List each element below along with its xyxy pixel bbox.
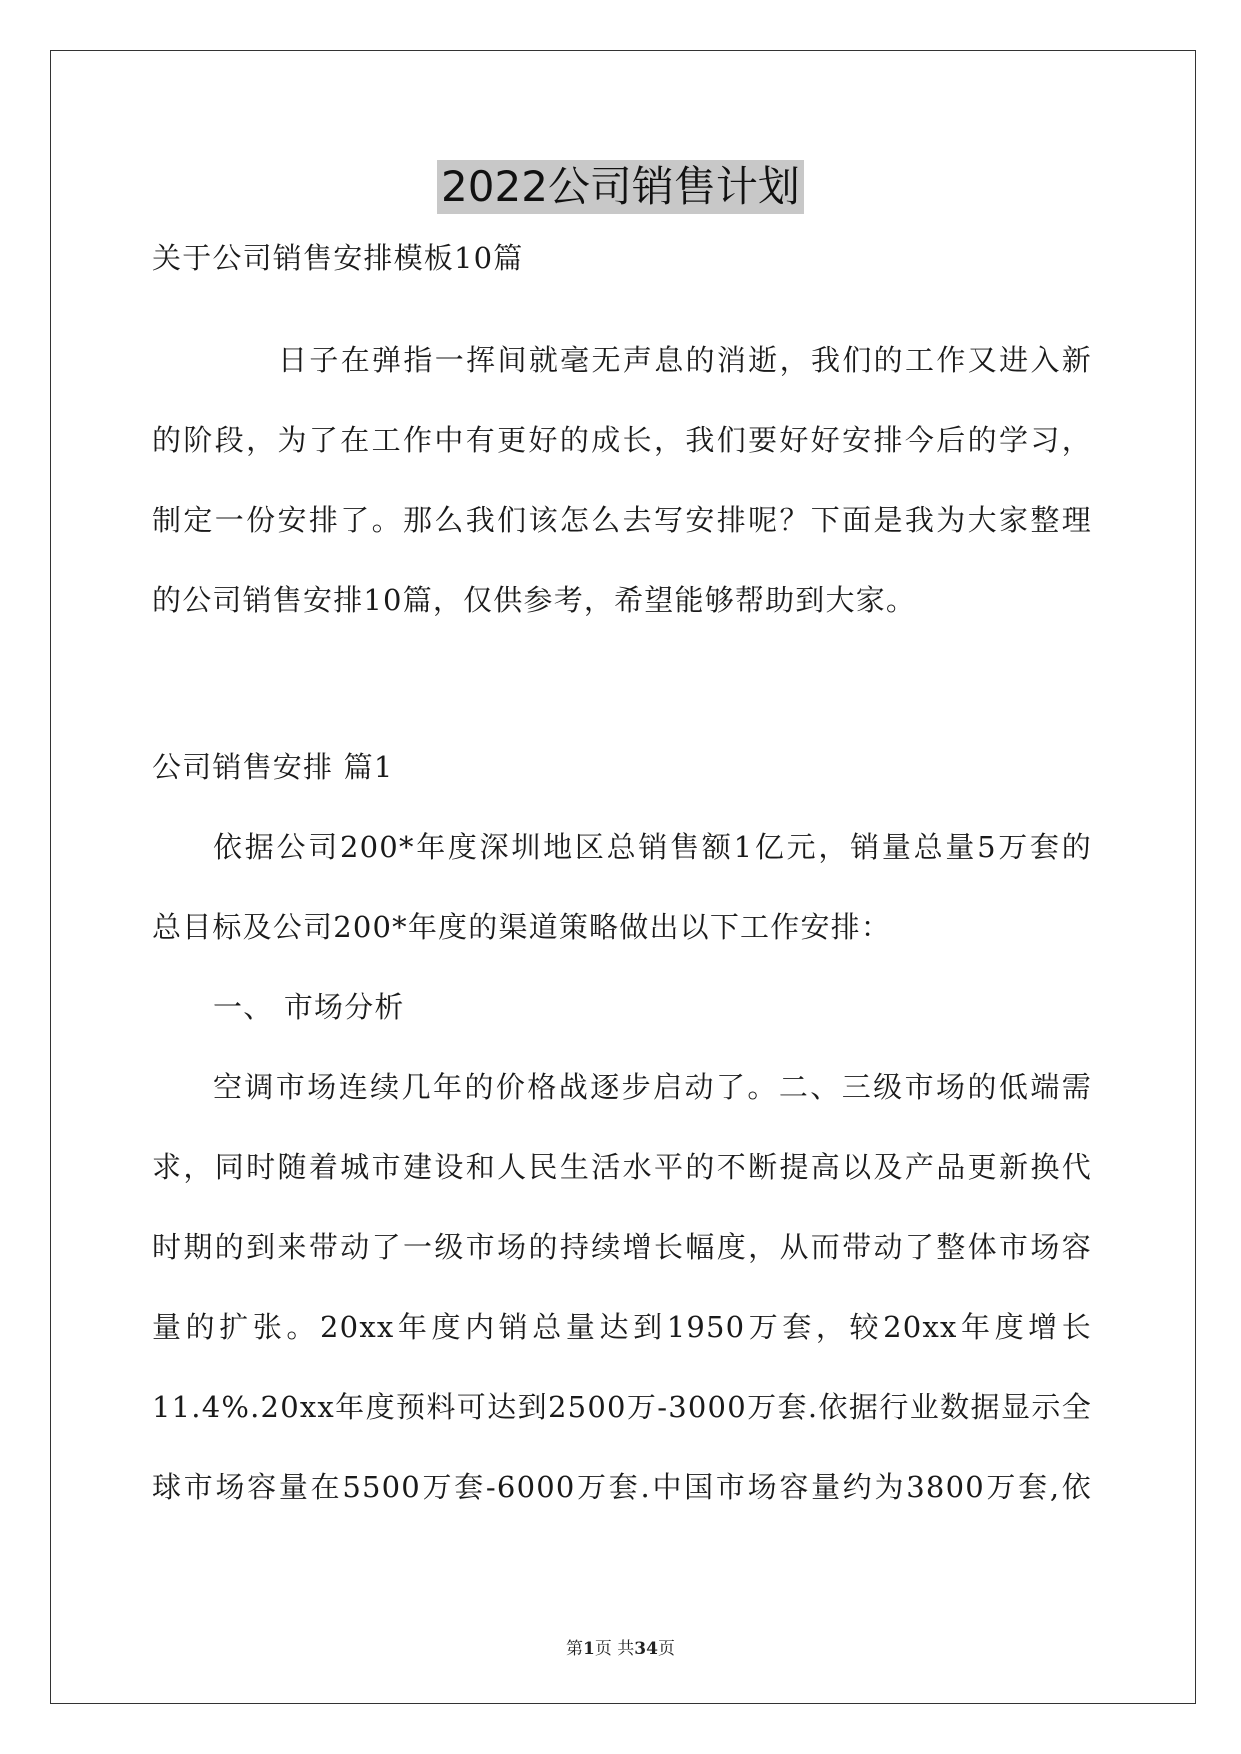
- para2-line-4: 量的扩张。20xx年度内销总量达到1950万套，较20xx年度增长: [152, 1310, 1092, 1344]
- page-footer: [0, 1634, 1241, 1659]
- para2-line-1: 空调市场连续几年的价格战逐步启动了。二、三级市场的低端需: [213, 1070, 1092, 1104]
- page-border: [50, 50, 1196, 1704]
- intro-line-3: 制定一份安排了。那么我们该怎么去写安排呢？下面是我为大家整理: [152, 503, 1092, 537]
- page-mid: 页 共: [594, 1639, 635, 1659]
- intro-line-4: 的公司销售安排10篇，仅供参考，希望能够帮助到大家。: [152, 583, 917, 617]
- para2-line-2: 求，同时随着城市建设和人民生活水平的不断提高以及产品更新换代: [152, 1150, 1092, 1184]
- title-wrap: [0, 160, 1241, 214]
- para2-line-3: 时期的到来带动了一级市场的持续增长幅度，从而带动了整体市场容: [152, 1230, 1092, 1264]
- intro-line-2: 的阶段，为了在工作中有更好的成长，我们要好好安排今后的学习，: [152, 423, 1092, 457]
- intro-line-1: 日子在弹指一挥间就毫无声息的消逝，我们的工作又进入新: [278, 343, 1092, 377]
- para2-line-5: 11.4%.20xx年度预料可达到2500万-3000万套.依据行业数据显示全: [152, 1390, 1092, 1424]
- page-current: 1: [583, 1639, 595, 1659]
- para2-line-6: 球市场容量在5500万套-6000万套.中国市场容量约为3800万套,依: [152, 1470, 1092, 1504]
- page-suffix: 页: [657, 1639, 675, 1659]
- section-heading: 公司销售安排 篇1: [152, 750, 394, 784]
- document-title: 2022公司销售计划: [437, 160, 804, 214]
- para1-line-2: 总目标及公司200*年度的渠道策略做出以下工作安排：: [152, 910, 892, 944]
- para1-line-1: 依据公司200*年度深圳地区总销售额1亿元，销量总量5万套的: [213, 830, 1092, 864]
- page-prefix: 第: [566, 1639, 584, 1659]
- page-total: 34: [634, 1639, 658, 1659]
- item-heading: 一、 市场分析: [213, 990, 405, 1024]
- document-subtitle: 关于公司销售安排模板10篇: [152, 241, 524, 275]
